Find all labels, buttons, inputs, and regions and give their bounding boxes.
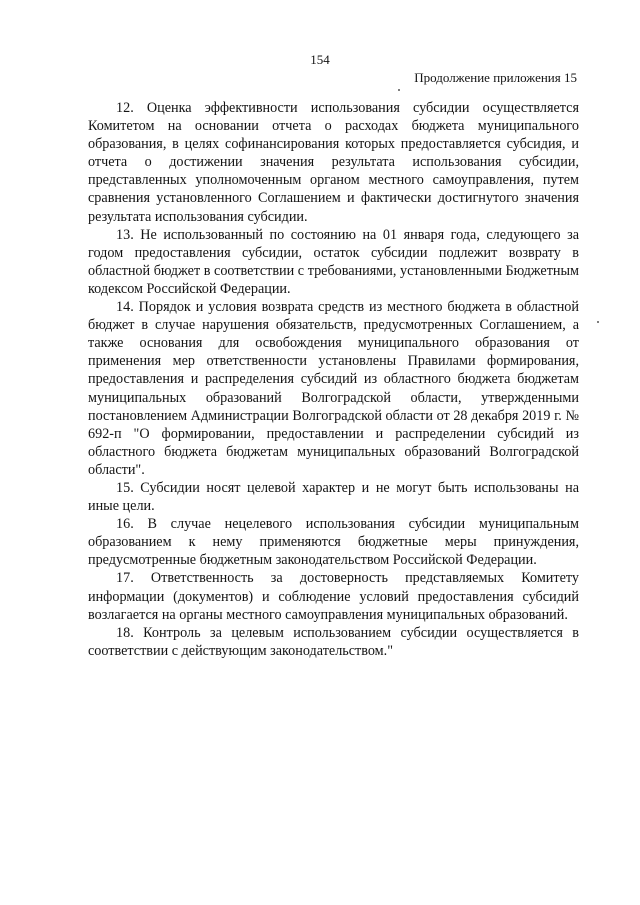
- page-number: 154: [310, 52, 330, 67]
- paragraph-13: 13. Не использованный по состоянию на 01 января года, следующего за годом предоставления субсидии, остаток субсидии подлежит возврату в областной бюджет в соответствии с требованиями, установленными Бюджетным кодексом Российской Федерации.: [88, 226, 579, 297]
- appendix-continuation-note: Продолжение приложения 15: [414, 70, 577, 85]
- paragraph-18: 18. Контроль за целевым использованием субсидии осуществляется в соответствии с действующим законодательством.": [88, 624, 579, 659]
- paragraph-17: 17. Ответственность за достоверность представляемых Комитету информации (документов) и соблюдение условий предоставления субсидий возлагается на органы местного самоуправления муниципальных образований.: [88, 570, 579, 623]
- document-body: [88, 99, 579, 660]
- paragraph-14: 14. Порядок и условия возврата средств из местного бюджета в областной бюджет в случае нарушения обязательств, предусмотренных Соглашением, а также основания для освобождения муниципального образования от применения мер ответственности установлены Правилами формирования, предоставления и распределения субсидий из областного бюджета бюджетам муниципальных образований Волгоградской области, утвержденными постановлением Администрации Волгоградской области от 28 декабря 2019 г. № 692-п "О формировании, предоставлении и распределении субсидий из областного бюджета бюджетам муниципальных образований Волгоградской области".: [88, 299, 579, 478]
- scan-speck: [398, 89, 400, 91]
- paragraph-12: 12. Оценка эффективности использования субсидии осуществляется Комитетом на основании отчета о расходах бюджета муниципального образования, в целях софинансирования которых предоставляется субсидия, и отчета о достижении значения результата использования субсидии, представленных уполномоченным органом местного самоуправления, путем сравнения установленного Соглашением и фактически достигнутого значения результата использования субсидии.: [88, 100, 579, 225]
- scan-speck: [597, 321, 599, 323]
- paragraph-15: 15. Субсидии носят целевой характер и не могут быть использованы на иные цели.: [88, 479, 579, 515]
- paragraph-16: 16. В случае нецелевого использования субсидии муниципальным образованием к нему применяются бюджетные меры принуждения, предусмотренные бюджетным законодательством Российской Федерации.: [88, 516, 579, 569]
